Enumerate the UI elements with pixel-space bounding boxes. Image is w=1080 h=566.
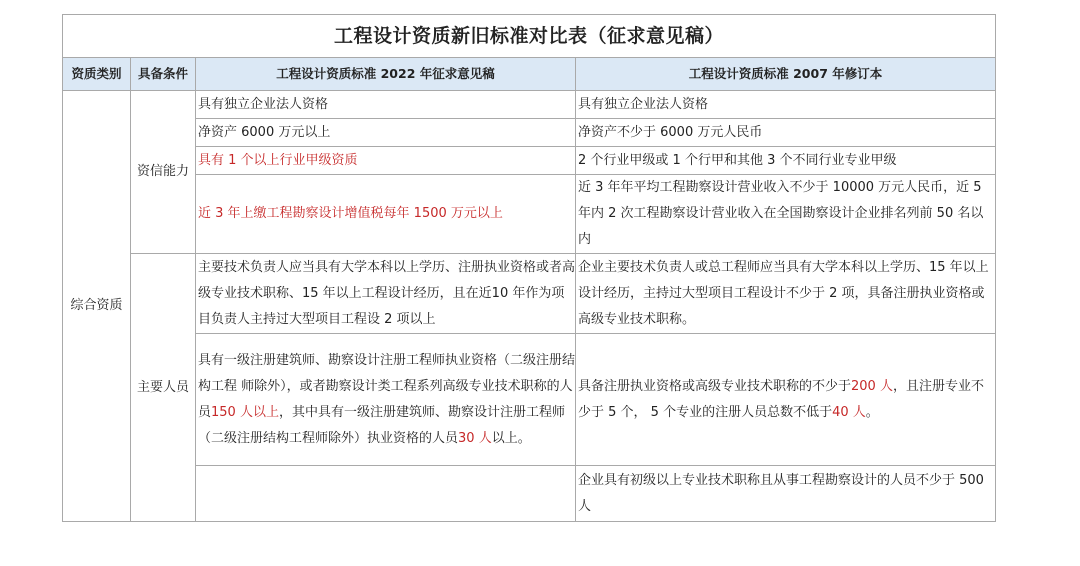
comparison-table: [62, 14, 996, 522]
old-credit-3: 2 个行业甲级或 1 个行甲和其他 3 个不同行业专业甲级: [576, 147, 996, 175]
table-row: [63, 91, 996, 119]
comparison-table-container: [62, 14, 995, 522]
new-personnel-2: [196, 334, 576, 466]
old-credit-2: 净资产不少于 6000 万元人民币: [576, 119, 996, 147]
header-row: [63, 58, 996, 91]
new-credit-4: 近 3 年上缴工程勘察设计增值税每年 1500 万元以上: [196, 175, 576, 254]
table-title: 工程设计资质新旧标准对比表（征求意见稿）: [63, 15, 996, 58]
new-personnel-1: 主要技术负责人应当具有大学本科以上学历、注册执业资格或者高级专业技术职称、15 年以上工程设计经历，且在近10 年作为项目负责人主持过大型项目工程设 2 项以上: [196, 254, 576, 334]
table-row: [63, 119, 996, 147]
text-span: ，其中具有一级注册建筑师、勘察设计注册工程师（二级注册结构工程师除外）执业资格的人员: [198, 404, 565, 446]
text-span: ，且注册专业不少于 5 个， 5 个专业的注册人员总数不低于: [578, 378, 984, 420]
new-credit-2: 净资产 6000 万元以上: [196, 119, 576, 147]
header-condition: 具备条件: [131, 58, 196, 91]
text-span: 以上。: [491, 430, 531, 446]
highlight-30: 30 人: [458, 430, 492, 446]
header-old-standard: 工程设计资质标准 2007 年修订本: [576, 58, 996, 91]
new-credit-1: 具有独立企业法人资格: [196, 91, 576, 119]
old-personnel-1: 企业主要技术负责人或总工程师应当具有大学本科以上学历、15 年以上设计经历，主持过大型项目工程设计不少于 2 项，具备注册执业资格或高级专业技术职称。: [576, 254, 996, 334]
header-new-standard: 工程设计资质标准 2022 年征求意见稿: [196, 58, 576, 91]
condition-credit: 资信能力: [131, 91, 196, 254]
condition-personnel: 主要人员: [131, 254, 196, 522]
text-span: 。: [865, 404, 879, 420]
table-row: [63, 334, 996, 466]
old-personnel-3: 企业具有初级以上专业技术职称且从事工程勘察设计的人员不少于 500 人: [576, 466, 996, 522]
title-row: [63, 15, 996, 58]
table-row: [63, 147, 996, 175]
highlight-40: 40 人: [832, 404, 866, 420]
highlight-150: 150 人以上: [211, 404, 279, 420]
old-credit-1: 具有独立企业法人资格: [576, 91, 996, 119]
old-personnel-2: [576, 334, 996, 466]
new-credit-3: 具有 1 个以上行业甲级资质: [196, 147, 576, 175]
table-row: [63, 254, 996, 334]
header-category: 资质类别: [63, 58, 131, 91]
old-credit-4: 近 3 年年平均工程勘察设计营业收入不少于 10000 万元人民币，近 5 年内 2 次工程勘察设计营业收入在全国勘察设计企业排名列前 50 名以内: [576, 175, 996, 254]
new-personnel-3: [196, 466, 576, 522]
category-cell: 综合资质: [63, 91, 131, 522]
table-row: [63, 175, 996, 254]
text-span: 具备注册执业资格或高级专业技术职称的不少于: [578, 378, 852, 394]
highlight-200: 200 人: [851, 378, 893, 394]
table-row: [63, 466, 996, 522]
text-span: 具有一级注册建筑师、勘察设计注册工程师执业资格（二级注册结构工程 师除外），或者勘察设计类工程系列高级专业技术职称的人员: [198, 352, 576, 420]
